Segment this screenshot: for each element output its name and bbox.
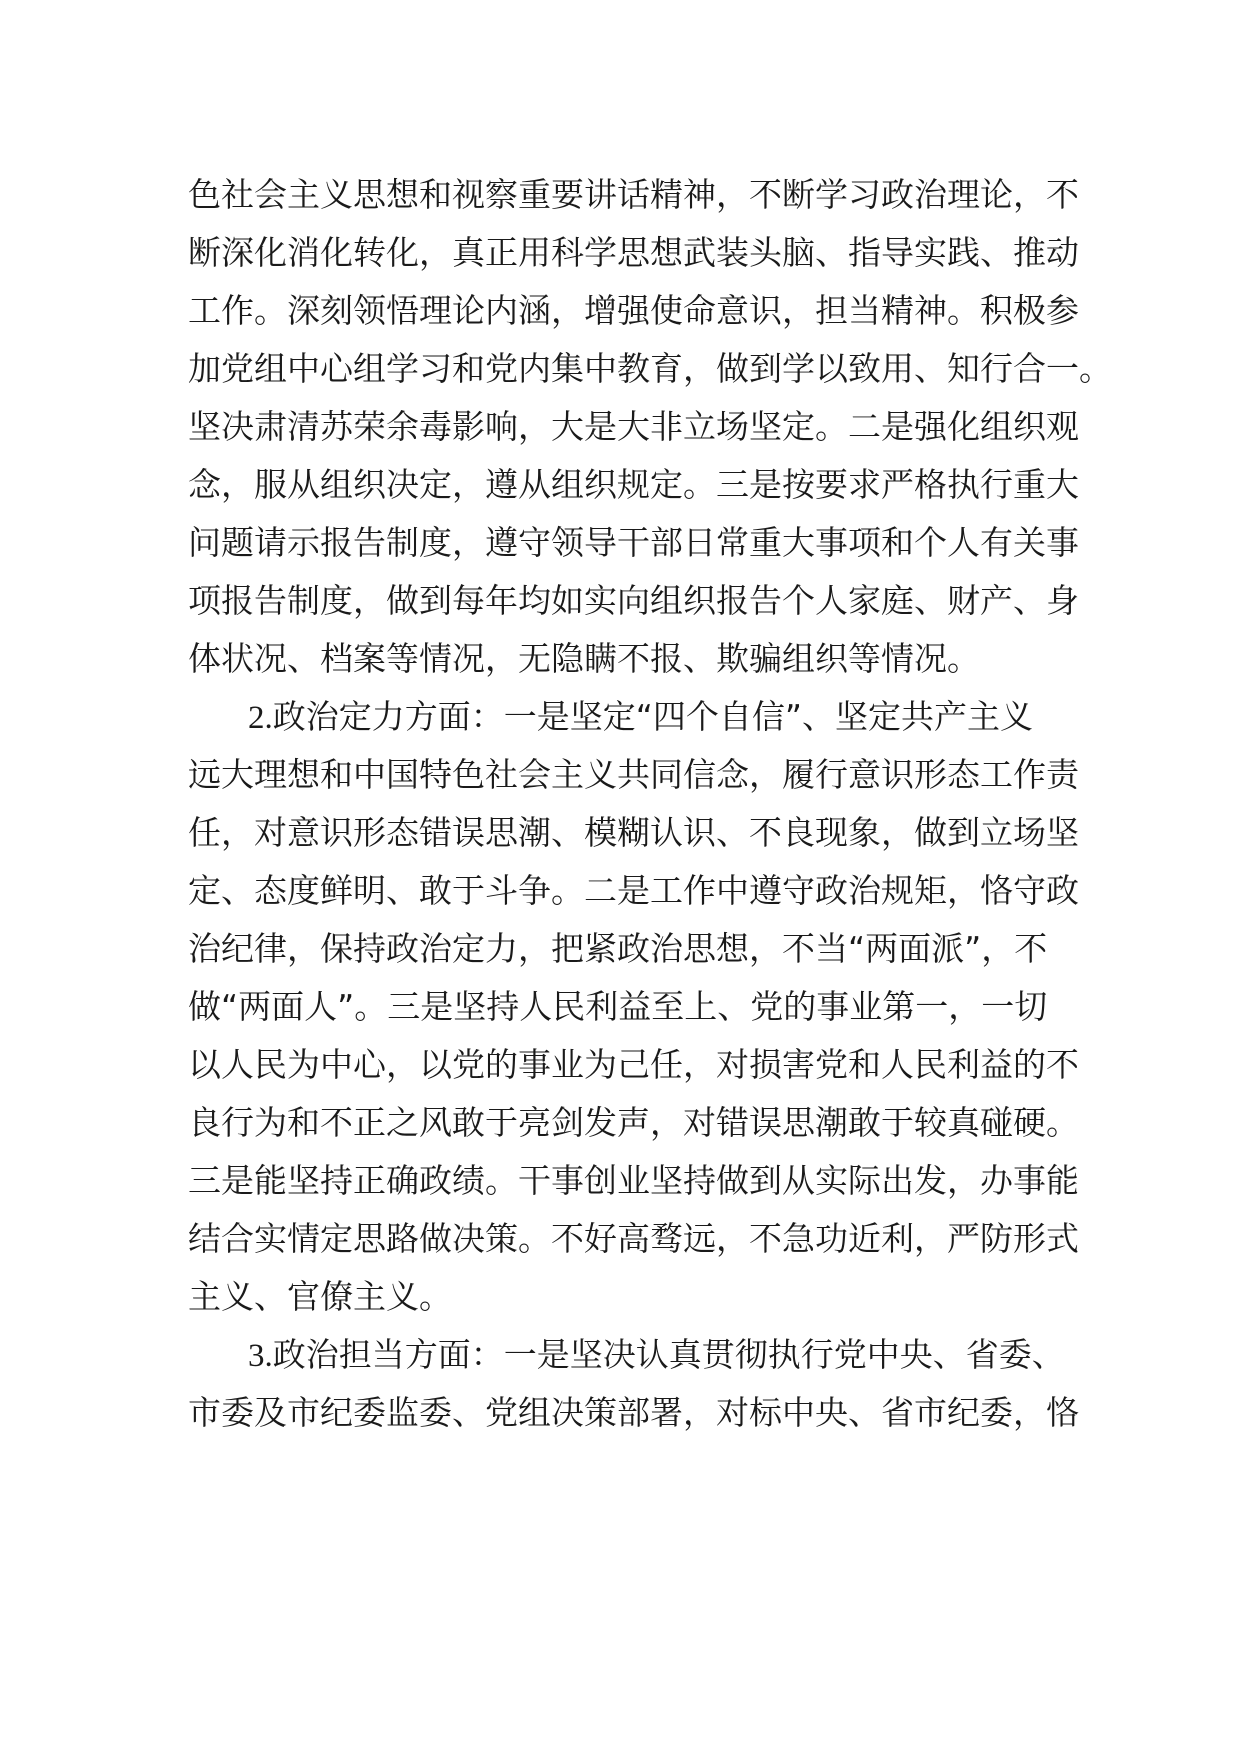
text-line: 念，服从组织决定，遵从组织规定。三是按要求严格执行重大 xyxy=(188,465,1079,504)
text-line: 定、态度鲜明、敢于斗争。二是工作中遵守政治规矩，恪守政 xyxy=(188,871,1079,910)
section-number: 2. xyxy=(248,700,273,736)
text-line: 问题请示报告制度，遵守领导干部日常重大事项和个人有关事 xyxy=(188,523,1079,562)
text-line: 坚决肃清苏荣余毒影响，大是大非立场坚定。二是强化组织观 xyxy=(188,407,1079,446)
text-line: 以人民为中心，以党的事业为己任，对损害党和人民利益的不 xyxy=(188,1045,1079,1084)
text-line: 项报告制度，做到每年均如实向组织报告个人家庭、财产、身 xyxy=(188,581,1079,620)
section-text: 政治担当方面：一是坚决认真贯彻执行党中央、省委、 xyxy=(272,1335,1065,1374)
text-line: 结合实情定思路做决策。不好高骛远，不急功近利，严防形式 xyxy=(188,1219,1079,1258)
text-line: 良行为和不正之风敢于亮剑发声，对错误思潮敢于较真碰硬。 xyxy=(188,1103,1079,1142)
text-line: 市委及市纪委监委、党组决策部署，对标中央、省市纪委，恪 xyxy=(188,1393,1079,1432)
section-heading-line xyxy=(248,1330,1065,1380)
text-line: 做“两面人”。三是坚持人民利益至上、党的事业第一，一切 xyxy=(188,987,1048,1026)
section-heading-line xyxy=(248,692,1033,742)
section-text: 政治定力方面：一是坚定“四个自信”、坚定共产主义 xyxy=(272,697,1033,736)
text-line: 治纪律，保持政治定力，把紧政治思想，不当“两面派”，不 xyxy=(188,929,1048,968)
text-line: 主义、官僚主义。 xyxy=(188,1277,452,1316)
text-line: 远大理想和中国特色社会主义共同信念，履行意识形态工作责 xyxy=(188,755,1079,794)
section-number: 3. xyxy=(248,1338,273,1374)
text-line: 任，对意识形态错误思潮、模糊认识、不良现象，做到立场坚 xyxy=(188,813,1079,852)
text-line: 色社会主义思想和视察重要讲话精神，不断学习政治理论，不 xyxy=(188,175,1079,214)
text-line: 三是能坚持正确政绩。干事创业坚持做到从实际出发，办事能 xyxy=(188,1161,1079,1200)
text-line: 加党组中心组学习和党内集中教育，做到学以致用、知行合一。 xyxy=(188,349,1112,388)
text-line: 工作。深刻领悟理论内涵，增强使命意识，担当精神。积极参 xyxy=(188,291,1079,330)
text-line: 体状况、档案等情况，无隐瞒不报、欺骗组织等情况。 xyxy=(188,639,980,678)
text-line: 断深化消化转化，真正用科学思想武装头脑、指导实践、推动 xyxy=(188,233,1079,272)
